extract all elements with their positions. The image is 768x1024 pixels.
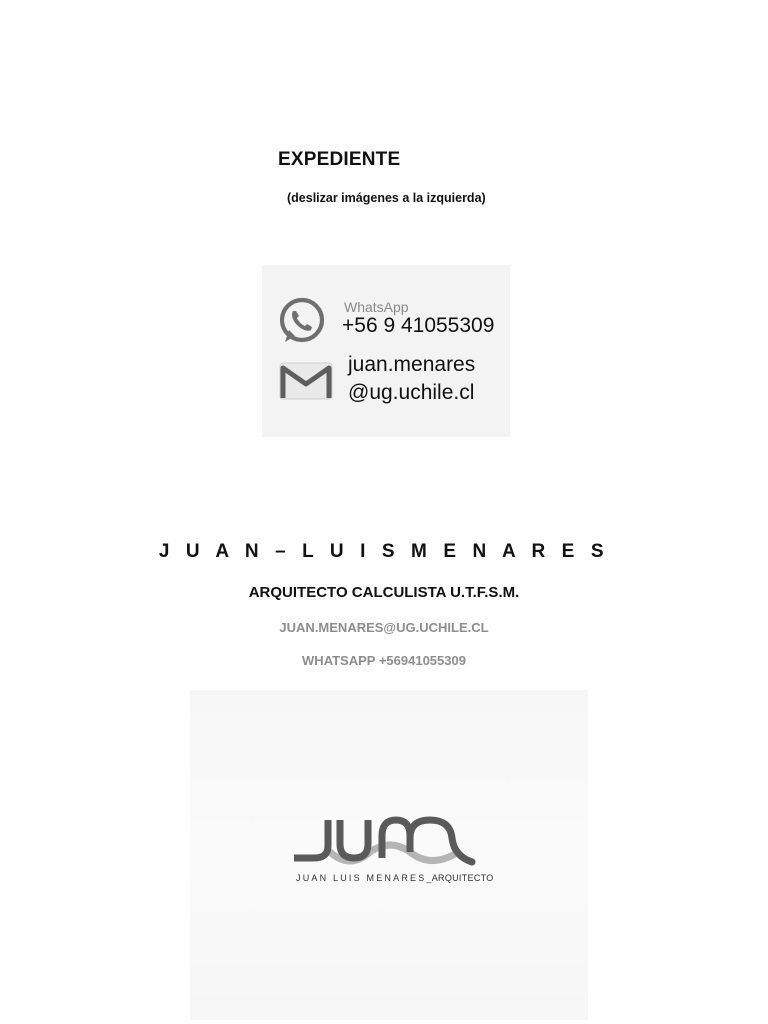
email-text: JUAN.MENARES@UG.UCHILE.CL	[279, 620, 489, 635]
whatsapp-label: WhatsApp	[344, 299, 409, 315]
email-line-2: @ug.uchile.cl	[348, 381, 475, 404]
page-title: EXPEDIENTE	[278, 149, 401, 170]
email-line-1: juan.menares	[348, 353, 476, 376]
jlm-logo-mark	[290, 812, 480, 870]
logo-caption-main: JUAN LUIS MENARES	[296, 873, 427, 883]
page-subtitle: (deslizar imágenes a la izquierda)	[287, 191, 486, 205]
gmail-icon	[279, 362, 333, 400]
whatsapp-icon	[277, 296, 327, 346]
logo-caption	[296, 873, 494, 883]
whatsapp-text: WHATSAPP +56941055309	[302, 653, 466, 668]
profession-title: ARQUITECTO CALCULISTA U.T.F.S.M.	[248, 584, 520, 601]
logo-caption-tail: _ARQUITECTO	[426, 873, 494, 883]
person-name: J U A N – L U I S M E N A R E S	[158, 541, 610, 562]
whatsapp-number: +56 9 41055309	[342, 314, 495, 337]
contact-card	[262, 265, 510, 437]
